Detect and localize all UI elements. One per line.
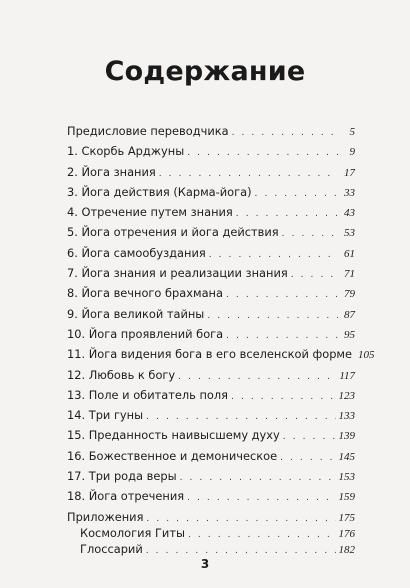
toc-entry-cosmology [67, 526, 355, 542]
toc-entry-chapter-10 [67, 327, 355, 347]
toc-entry-chapter-2 [67, 165, 355, 185]
toc-entry-chapter-16 [67, 449, 355, 469]
toc-entry-label: 10. Йога проявлений бога [67, 326, 224, 341]
toc-entry-label: 2. Йога знания [67, 164, 156, 179]
dot-leader [187, 148, 338, 158]
toc-entry-label: 15. Преданность наивысшему духу [67, 428, 280, 443]
toc-entry-label: Глоссарий [80, 541, 143, 556]
dot-leader [187, 493, 335, 503]
dot-leader [283, 432, 336, 442]
toc-entry-chapter-14 [67, 408, 355, 428]
toc-entry-page: 105 [358, 349, 375, 362]
toc-entry-label: 5. Йога отречения и йога действия [67, 225, 279, 240]
toc-entry-label: 17. Три рода веры [67, 469, 177, 484]
page-number: 3 [200, 557, 210, 571]
toc-entry-page: 117 [339, 369, 355, 382]
toc-entry-label: 7. Йога знания и реализации знания [67, 266, 288, 281]
dot-leader [209, 250, 338, 260]
toc-entry-appendices [67, 510, 355, 527]
dot-leader [226, 331, 338, 341]
toc-entry-label: 9. Йога великой тайны [67, 306, 205, 321]
toc-entry-page: 87 [344, 308, 355, 321]
table-of-contents [67, 124, 375, 557]
dot-leader [188, 530, 336, 540]
toc-entry-page: 159 [338, 491, 355, 504]
dot-leader [255, 189, 338, 199]
dot-leader [282, 229, 338, 239]
toc-entry-chapter-8 [67, 286, 355, 306]
toc-entry-page: 153 [338, 471, 355, 484]
toc-entry-label: 14. Три гуны [67, 408, 144, 423]
toc-entry-glossary [67, 542, 355, 558]
toc-entry-page: 79 [344, 288, 355, 301]
toc-entry-label: 1. Скорбь Арджуны [67, 144, 185, 159]
dot-leader [280, 453, 335, 463]
dot-leader [178, 372, 336, 382]
toc-entry-page: 139 [338, 430, 355, 443]
toc-entry-label: Предисловие переводчика [67, 124, 229, 138]
toc-entry-label: Приложения [67, 509, 144, 524]
toc-entry-label: 11. Йога видения бога в его вселенской форме [67, 347, 353, 362]
dot-leader [231, 392, 335, 402]
toc-entry-label: 12. Любовь к богу [67, 367, 176, 382]
toc-entry-page: 61 [344, 247, 355, 260]
toc-entry-page: 17 [344, 166, 355, 179]
toc-entry-chapter-4 [67, 205, 355, 225]
toc-entry-chapter-12 [67, 368, 355, 388]
toc-entry-label: 18. Йога отречения [67, 489, 185, 504]
dot-leader [146, 412, 335, 422]
toc-entry-page: 9 [349, 146, 355, 159]
toc-entry-page: 33 [344, 186, 355, 199]
toc-entry-chapter-5 [67, 225, 355, 245]
toc-entry-page: 175 [338, 511, 355, 524]
toc-entry-label: 6. Йога самообуздания [67, 245, 206, 260]
toc-entry-page: 5 [349, 126, 355, 138]
page-title: Содержание [104, 56, 306, 87]
toc-entry-page: 133 [338, 410, 355, 423]
toc-entry-page: 43 [344, 207, 355, 220]
toc-entry-page: 145 [338, 450, 355, 463]
toc-entry-label: 3. Йога действия (Карма-йога) [67, 184, 252, 199]
toc-entry-page: 182 [338, 543, 355, 556]
toc-entry-page: 53 [344, 227, 355, 240]
dot-leader [291, 270, 338, 280]
toc-entry-label: 16. Божественное и демоническое [67, 448, 278, 463]
toc-entry-page: 123 [338, 389, 355, 402]
toc-entry-chapter-11 [67, 347, 375, 367]
toc-entry-chapter-9 [67, 307, 355, 327]
dot-leader [236, 209, 338, 219]
toc-entry-chapter-1 [67, 144, 355, 164]
dot-leader [232, 128, 338, 138]
toc-entry-chapter-7 [67, 266, 355, 286]
toc-entry-page: 71 [344, 268, 355, 281]
dot-leader [226, 290, 338, 300]
dot-leader [207, 311, 338, 321]
toc-entry-preface [67, 124, 355, 144]
toc-entry-chapter-15 [67, 428, 355, 448]
dot-leader [146, 514, 335, 524]
toc-entry-page: 176 [338, 528, 355, 541]
dot-leader [180, 473, 336, 483]
toc-entry-label: 4. Отречение путем знания [67, 205, 233, 220]
toc-entry-page: 95 [344, 328, 355, 341]
toc-entry-label: 13. Поле и обитатель поля [67, 387, 229, 402]
toc-entry-chapter-6 [67, 246, 355, 266]
toc-entry-chapter-17 [67, 469, 355, 489]
toc-entry-chapter-3 [67, 185, 355, 205]
dot-leader [146, 546, 336, 556]
dot-leader [159, 169, 338, 179]
toc-entry-chapter-18 [67, 489, 355, 509]
toc-entry-label: 8. Йога вечного брахмана [67, 286, 223, 301]
toc-entry-chapter-13 [67, 388, 355, 408]
toc-entry-label: Космология Гиты [80, 526, 185, 541]
